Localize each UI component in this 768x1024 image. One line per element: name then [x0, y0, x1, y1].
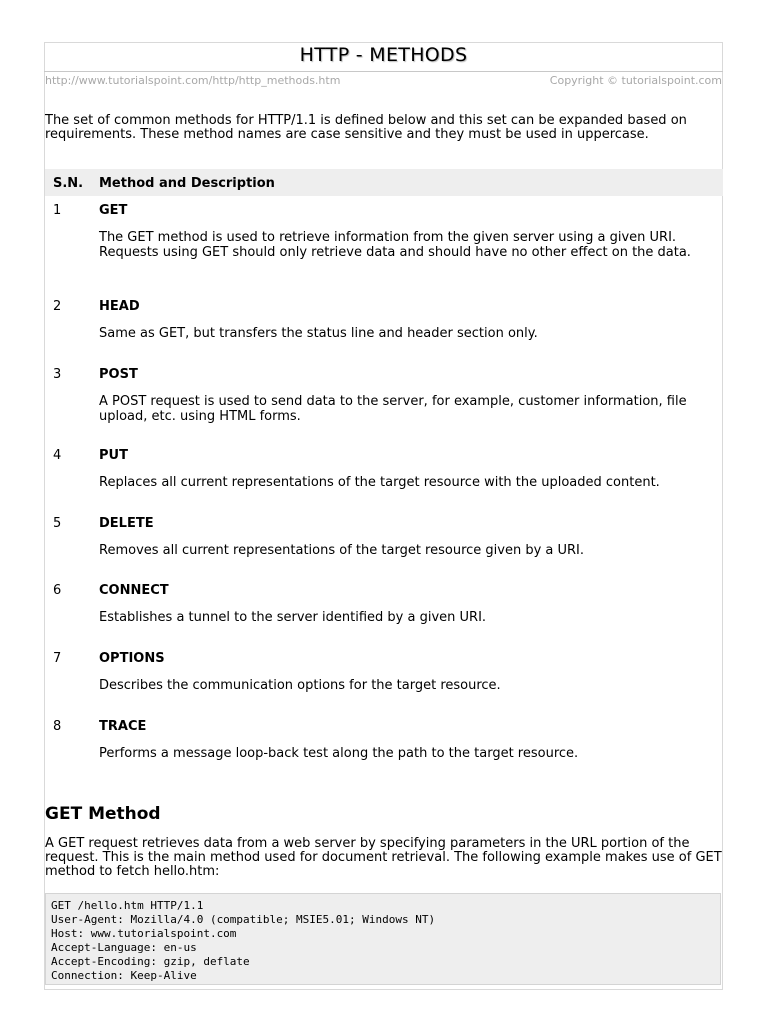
row-number: 8: [53, 719, 62, 734]
intro-paragraph: The set of common methods for HTTP/1.1 is defined below and this set can be expanded based on requirements. These method names are case sensitive and they must be used in uppercase.: [45, 113, 687, 142]
code-line: Accept-Language: en-us: [51, 941, 197, 954]
method-description: A POST request is used to send data to the server, for example, customer information, file upload, etc. using HTML forms.: [99, 394, 687, 424]
method-description: The GET method is used to retrieve information from the given server using a given URI. Requests using GET should only retrieve data and should have no other effect on the data.: [99, 230, 691, 260]
method-name: HEAD: [99, 299, 140, 314]
method-description: Replaces all current representations of the target resource with the uploaded content.: [99, 475, 660, 490]
code-line: Accept-Encoding: gzip, deflate: [51, 955, 250, 968]
method-name: POST: [99, 367, 138, 382]
code-line: Connection: Keep-Alive: [51, 969, 197, 982]
method-name: TRACE: [99, 719, 147, 734]
document-page: [44, 42, 723, 990]
method-name: GET: [99, 203, 128, 218]
code-line: GET /hello.htm HTTP/1.1: [51, 899, 204, 912]
header-method-description: Method and Description: [99, 176, 275, 191]
header-sn: S.N.: [53, 176, 84, 191]
code-block: [45, 893, 721, 985]
row-number: 4: [53, 448, 62, 463]
code-line: User-Agent: Mozilla/4.0 (compatible; MSIE5.01; Windows NT): [51, 913, 436, 926]
row-number: 2: [53, 299, 62, 314]
method-name: OPTIONS: [99, 651, 165, 666]
row-number: 3: [53, 367, 62, 382]
get-method-heading: GET Method: [45, 804, 161, 824]
method-description: Same as GET, but transfers the status line and header section only.: [99, 326, 538, 341]
row-number: 1: [53, 203, 62, 218]
row-number: 7: [53, 651, 62, 666]
method-name: DELETE: [99, 516, 154, 531]
method-description: Describes the communication options for the target resource.: [99, 678, 501, 693]
method-description: Establishes a tunnel to the server identified by a given URI.: [99, 610, 487, 625]
row-number: 6: [53, 583, 62, 598]
copyright-text: Copyright © tutorialspoint.com: [549, 74, 722, 87]
code-line: Host: www.tutorialspoint.com: [51, 927, 237, 940]
method-name: PUT: [99, 448, 128, 463]
method-name: CONNECT: [99, 583, 169, 598]
header-divider: [44, 71, 723, 72]
row-number: 5: [53, 516, 62, 531]
methods-table-header: [45, 169, 723, 196]
get-method-paragraph: A GET request retrieves data from a web server by specifying parameters in the URL portion of the request. This is the main method used for document retrieval. The following example makes use of GET method to fetch hello.htm:: [45, 836, 722, 879]
method-description: Removes all current representations of the target resource given by a URI.: [99, 543, 585, 558]
method-description: Performs a message loop-back test along the path to the target resource.: [99, 746, 579, 761]
source-url[interactable]: http://www.tutorialspoint.com/http/http_methods.htm: [45, 74, 341, 87]
page-title: HTTP - METHODS: [299, 44, 468, 66]
